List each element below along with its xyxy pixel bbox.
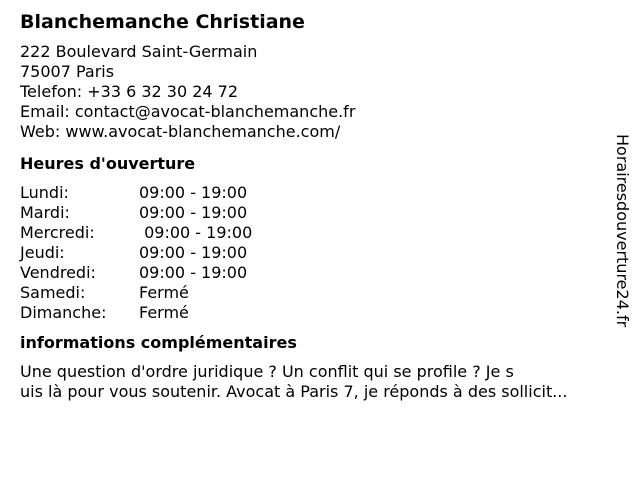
web-line: Web: www.avocat-blanchemanche.com/ <box>20 122 341 141</box>
hours-table <box>20 183 620 323</box>
business-card <box>20 10 620 402</box>
info-heading: informations complémentaires <box>20 333 297 352</box>
hours-day: Mardi: <box>20 203 70 222</box>
info-text-line-2: uis là pour vous soutenir. Avocat à Paris 7, je réponds à des sollicit... <box>20 382 568 401</box>
hours-row-friday <box>20 263 620 283</box>
email-line: Email: contact@avocat-blanchemanche.fr <box>20 102 356 121</box>
hours-day: Samedi: <box>20 283 86 302</box>
site-watermark <box>612 134 632 344</box>
hours-row-tuesday <box>20 203 620 223</box>
hours-day: Jeudi: <box>20 243 65 262</box>
hours-day: Dimanche: <box>20 303 107 322</box>
info-text-line-1: Une question d'ordre juridique ? Un conflit qui se profile ? Je s <box>20 362 514 381</box>
hours-row-thursday <box>20 243 620 263</box>
hours-row-monday <box>20 183 620 203</box>
address-line-1: 222 Boulevard Saint-Germain <box>20 42 258 61</box>
hours-time: 09:00 - 19:00 <box>139 243 248 262</box>
hours-time: 09:00 - 19:00 <box>139 263 248 282</box>
hours-row-wednesday <box>20 223 620 243</box>
hours-time: 09:00 - 19:00 <box>139 203 248 222</box>
business-name: Blanchemanche Christiane <box>20 11 305 33</box>
address-line-2: 75007 Paris <box>20 62 115 81</box>
hours-row-sunday <box>20 303 620 323</box>
hours-day: Lundi: <box>20 183 69 202</box>
contact-block <box>20 42 620 142</box>
watermark-text: Horairesdouverture24.fr <box>613 134 632 328</box>
hours-time: Fermé <box>139 303 189 322</box>
hours-time: 09:00 - 19:00 <box>139 183 248 202</box>
info-text-block <box>20 362 620 402</box>
hours-time: Fermé <box>139 283 189 302</box>
hours-day: Vendredi: <box>20 263 96 282</box>
phone-line: Telefon: +33 6 32 30 24 72 <box>20 82 239 101</box>
hours-time: 09:00 - 19:00 <box>139 223 253 242</box>
hours-day: Mercredi: <box>20 223 95 242</box>
hours-heading: Heures d'ouverture <box>20 154 196 173</box>
hours-row-saturday <box>20 283 620 303</box>
